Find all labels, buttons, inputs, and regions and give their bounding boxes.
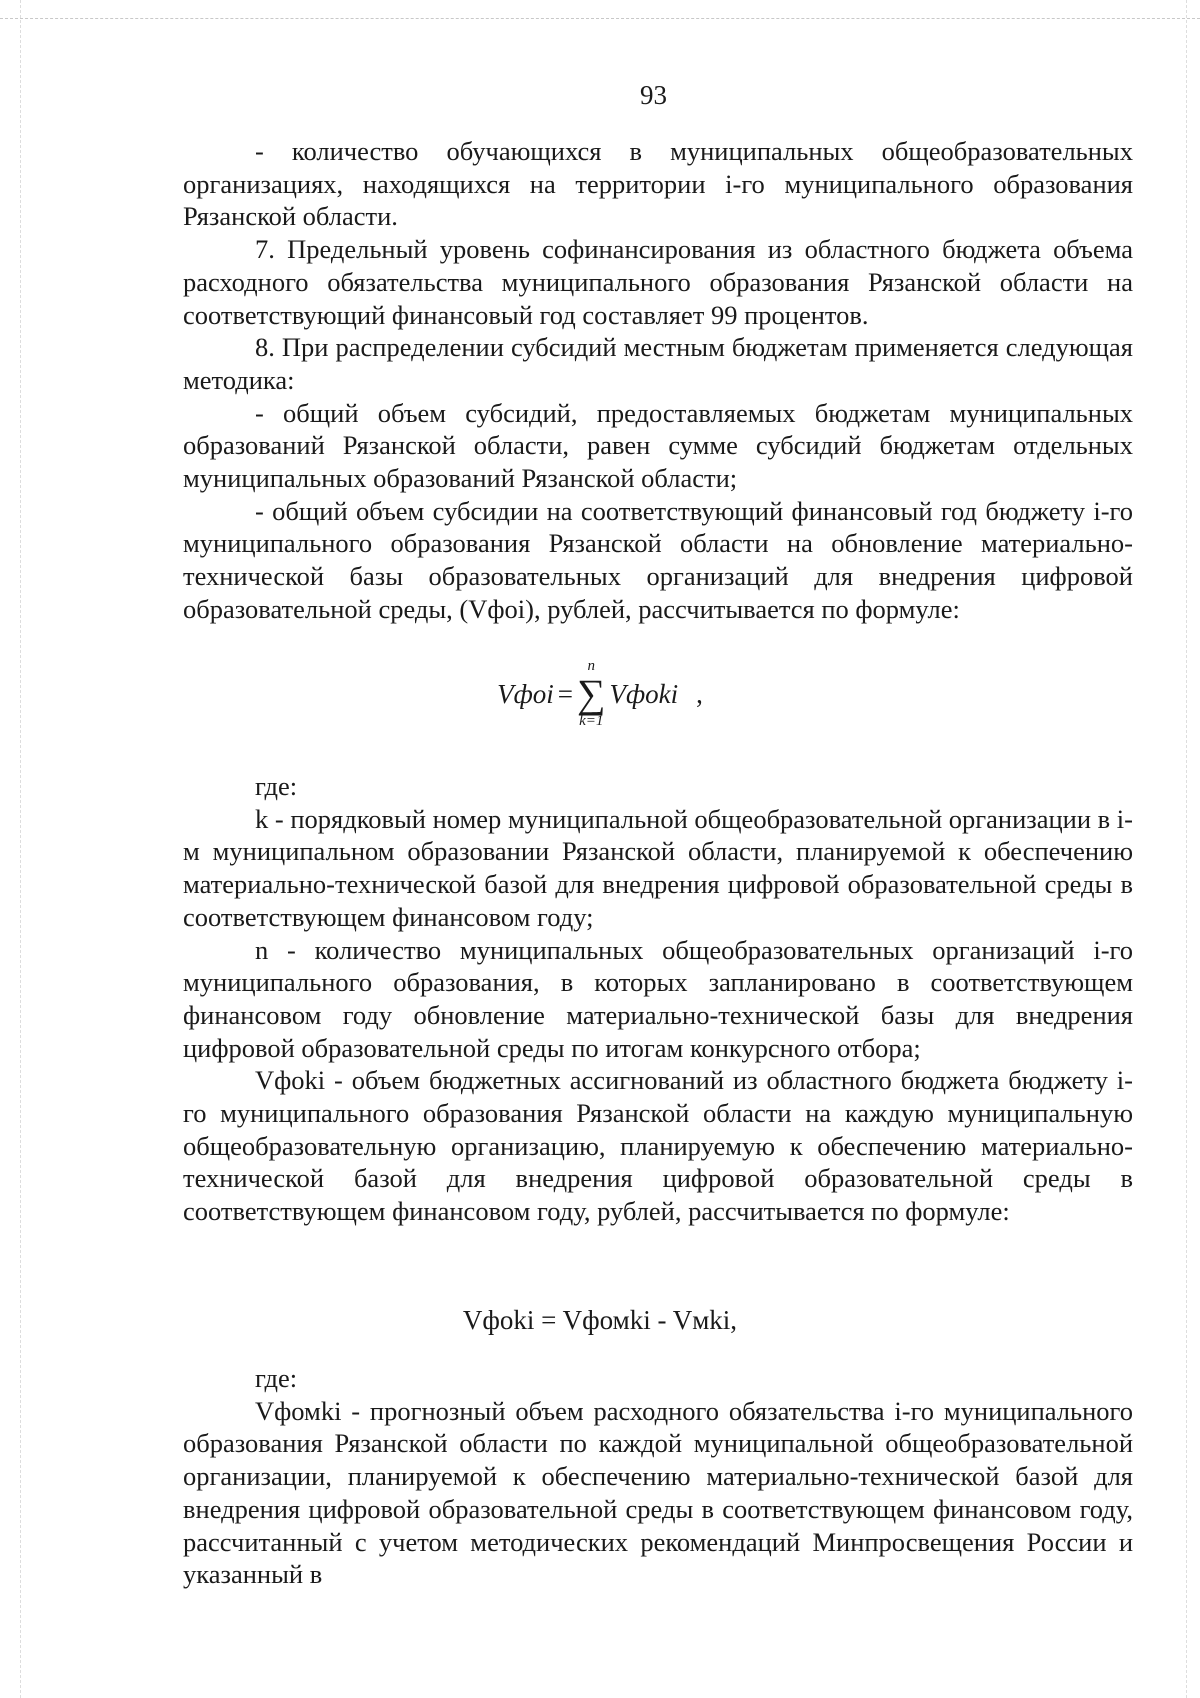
- formula-lhs: Vфoi: [497, 678, 554, 709]
- paragraph: где:: [255, 1363, 298, 1393]
- scan-edge-right: [1186, 0, 1187, 1698]
- page-number: 93: [640, 80, 667, 110]
- paragraph: - общий объем субсидий, предоставляемых бюджетам муниципальных образований Рязанской области, равен сумме субсидий бюджетам отдельных муниципальных образований Рязанской области;: [183, 397, 1133, 494]
- scan-edge-top: [0, 18, 1200, 19]
- paragraph: n - количество муниципальных общеобразовательных организаций i-го муниципального образования, в которых запланировано в соответствующем финансовом году обновление материально-технической базы для внедрения цифровой образовательной среды по итогам конкурсного отбора;: [183, 934, 1133, 1063]
- formula-sum: [0, 659, 1200, 749]
- paragraph: 8. При распределении субсидий местным бюджетам применяется следующая методика:: [183, 332, 1133, 395]
- paragraph: Vфoki - объем бюджетных ассигнований из областного бюджета бюджету i-го муниципального образования Рязанской области на каждую муниципальную общеобразовательную организацию, планируемую к обеспечению материально-технической базой для внедрения цифровой образовательной среды в соответствующем финансовом году, рублей, рассчитывается по формуле:: [183, 1065, 1133, 1227]
- text-block-top: [183, 135, 1133, 626]
- paragraph: k - порядковый номер муниципальной общеобразовательной организации в i-м муниципальном образовании Рязанской области, планируемой к обеспечению материально-технической базой для внедрения цифровой образовательной среды в соответствующем финансовом году;: [183, 803, 1133, 932]
- paragraph: Vфомki - прогнозный объем расходного обязательства i-го муниципального образования Рязанской области по каждой муниципальной общеобразовательной организации, планируемой к обеспечению материально-технической базой для внедрения цифровой образовательной среды в соответствующем финансовом году, рассчитанный с учетом методических рекомендаций Минпросвещения России и указанный в: [183, 1395, 1133, 1590]
- paragraph: - общий объем субсидии на соответствующий финансовый год бюджету i-го муниципального образования Рязанской области на обновление материально-технической базы образовательных организаций для внедрения цифровой образовательной среды, (Vфoi), рублей, рассчитывается по формуле:: [183, 495, 1133, 624]
- text-block-middle: [183, 770, 1133, 1228]
- paragraph: - количество обучающихся в муниципальных общеобразовательных организациях, находящихся на территории i-го муниципального образования Рязанской области.: [183, 136, 1133, 232]
- formula-difference: Vфoki = Vфомki - Vмki,: [462, 1305, 738, 1335]
- scan-edge-left: [20, 0, 21, 1698]
- paragraph: где:: [255, 771, 298, 801]
- sigma-stack: [577, 659, 606, 729]
- sum-lower-limit: k=1: [579, 713, 604, 729]
- formula-term: Vфoki: [609, 678, 679, 709]
- formula-equals: =: [557, 678, 573, 709]
- paragraph: 7. Предельный уровень софинансирования из областного бюджета объема расходного обязательства муниципального образования Рязанской области на соответствующий финансовый год составляет 99 процентов.: [183, 234, 1133, 330]
- formula-comma: ,: [696, 678, 703, 709]
- text-block-bottom: [183, 1362, 1133, 1591]
- sum-upper-limit: n: [587, 658, 595, 674]
- sigma-icon: ∑: [576, 671, 606, 716]
- formula-sum-expression: [497, 659, 703, 729]
